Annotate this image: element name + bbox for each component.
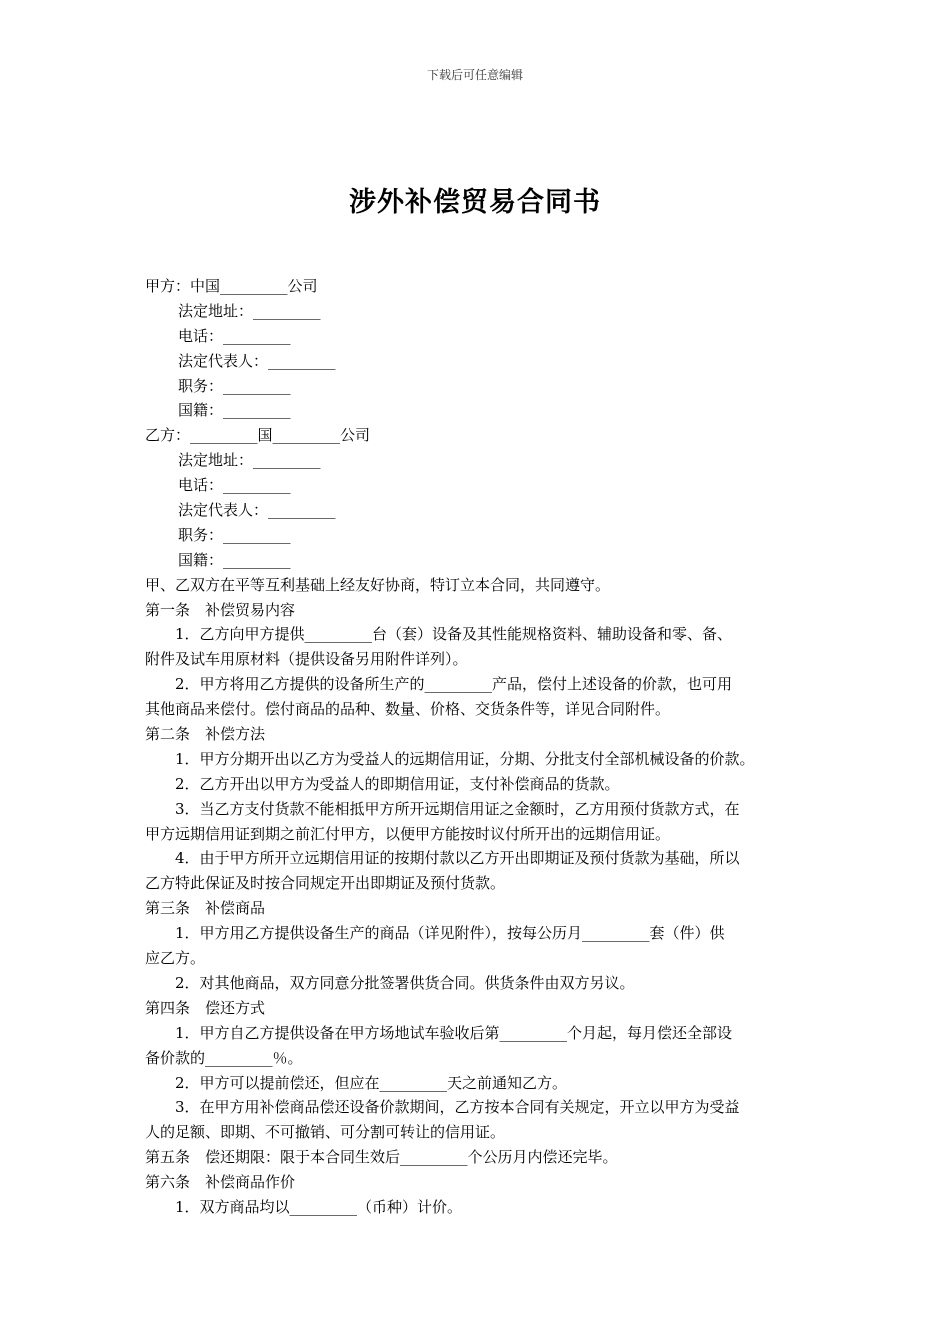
article-4-clause-3: 3．在甲方用补偿商品偿还设备价款期间，乙方按本合同有关规定，开立以甲方为受益	[175, 1098, 740, 1117]
page-header-note: 下载后可任意编辑	[426, 68, 523, 82]
article-3-clause-1: 1．甲方用乙方提供设备生产的商品（详见附件），按每公历月_________套（件）供	[175, 924, 725, 943]
party-a-position: 职务：_________	[178, 376, 291, 395]
article-1-heading: 第一条 补偿贸易内容	[145, 600, 296, 619]
article-3-clause-2: 2．对其他商品，双方同意分批签署供货合同。供货条件由双方另议。	[175, 973, 635, 992]
party-b-address: 法定地址：_________	[178, 451, 321, 470]
party-a-representative: 法定代表人：_________	[178, 351, 336, 370]
article-2-clause-3: 3．当乙方支付货款不能相抵甲方所开远期信用证之金额时，乙方用预付货款方式，在	[175, 799, 740, 818]
article-4-clause-2: 2．甲方可以提前偿还，但应在_________天之前通知乙方。	[175, 1073, 568, 1092]
article-1-clause-1-cont: 附件及试车用原材料（提供设备另用附件详列）。	[145, 650, 468, 669]
article-1-clause-2-cont: 其他商品来偿付。偿付商品的品种、数量、价格、交货条件等，详见合同附件。	[145, 700, 671, 719]
article-1-clause-2: 2．甲方将用乙方提供的设备所生产的_________产品，偿付上述设备的价款，也可用	[175, 675, 733, 694]
article-4-clause-1: 1．甲方自乙方提供设备在甲方场地试车验收后第_________个月起，每月偿还全部设	[175, 1023, 733, 1042]
party-a-address: 法定地址：_________	[178, 301, 321, 320]
party-b-line: 乙方：_________国_________公司	[145, 426, 371, 445]
article-4-clause-3-cont: 人的足额、即期、不可撤销、可分割可转让的信用证。	[145, 1123, 506, 1142]
article-6-clause-1: 1．双方商品均以_________（币种）计价。	[175, 1197, 463, 1216]
article-3-heading: 第三条 补偿商品	[145, 899, 266, 918]
party-b-representative: 法定代表人：_________	[178, 501, 336, 520]
article-2-heading: 第二条 补偿方法	[145, 725, 266, 744]
party-a-phone: 电话：_________	[178, 326, 291, 345]
document-title: 涉外补偿贸易合同书	[349, 187, 601, 218]
article-3-clause-1-cont: 应乙方。	[145, 949, 206, 968]
article-4-heading: 第四条 偿还方式	[145, 998, 266, 1017]
article-6-heading: 第六条 补偿商品作价	[145, 1173, 296, 1192]
article-2-clause-1: 1．甲方分期开出以乙方为受益人的远期信用证，分期、分批支付全部机械设备的价款。	[175, 749, 755, 768]
party-b-nationality: 国籍：_________	[178, 550, 291, 569]
party-a-line: 甲方：中国_________公司	[145, 277, 318, 295]
contract-body	[145, 274, 825, 1220]
party-b-position: 职务：_________	[178, 525, 291, 544]
article-2-clause-4: 4．由于甲方所开立远期信用证的按期付款以乙方开出即期证及预付货款为基础，所以	[175, 849, 740, 868]
article-4-clause-1-cont: 备价款的_________％。	[145, 1048, 303, 1067]
article-2-clause-4-cont: 乙方特此保证及时按合同规定开出即期证及预付货款。	[145, 874, 506, 893]
article-5-heading: 第五条 偿还期限：限于本合同生效后_________个公历月内偿还完毕。	[145, 1148, 618, 1167]
article-2-clause-2: 2．乙方开出以甲方为受益人的即期信用证，支付补偿商品的货款。	[175, 774, 620, 793]
preamble-paragraph: 甲、乙双方在平等互利基础上经友好协商，特订立本合同，共同遵守。	[145, 575, 611, 594]
party-b-phone: 电话：_________	[178, 476, 291, 495]
article-1-clause-1: 1．乙方向甲方提供_________台（套）设备及其性能规格资料、辅助设备和零、备、	[175, 625, 733, 644]
article-2-clause-3-cont: 甲方远期信用证到期之前汇付甲方，以便甲方能按时议付所开出的远期信用证。	[145, 824, 671, 843]
party-a-nationality: 国籍：_________	[178, 401, 291, 420]
